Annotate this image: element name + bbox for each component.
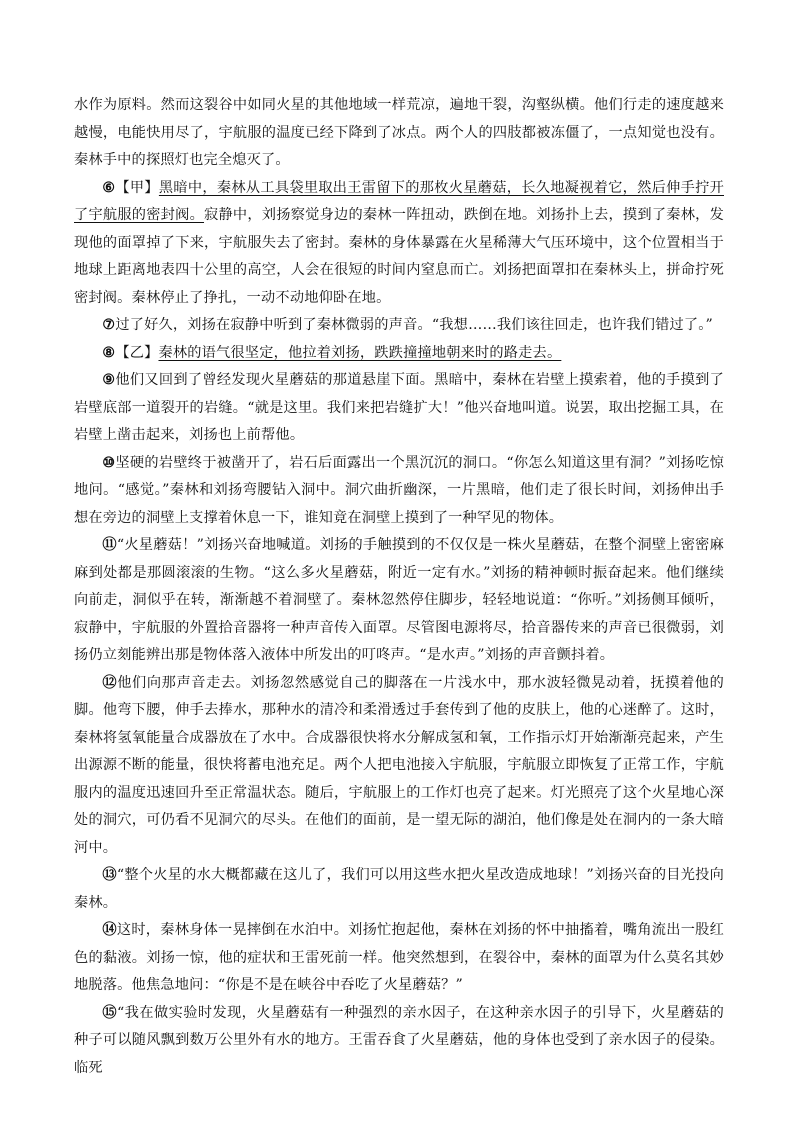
underlined-passage-jia: 黑暗中，秦林从工具袋里取出王雷留下的那枚火星蘑菇，长久地凝视着它，然后伸手拧开了宇航服的密封阀。 — [74, 179, 724, 223]
paragraph-number: ⑬ — [102, 867, 117, 883]
paragraph-text: 这时，秦林身体一晃摔倒在水泊中。刘扬忙抱起他，秦林在刘扬的怀中抽搐着，嘴角流出一股红色的黏液。刘扬一惊，他的症状和王雷死前一样。他突然想到，在裂谷中，秦林的面罩为什么莫名其妙地脱落。他焦急地问：“你是不是在峡谷中吞吃了火星蘑菇？” — [74, 922, 725, 993]
paragraph-number: ⑧ — [102, 344, 116, 361]
paragraph-text: 坚硬的岩壁终于被凿开了，岩石后面露出一个黑沉沉的洞口。“你怎么知道这里有洞？”刘扬吃惊地问。“感觉。”秦林和刘扬弯腰钻入洞中。洞穴曲折幽深，一片黑暗，他们走了很长时间，刘扬伸出手想在旁边的洞壁上支撑着休息一下，谁知竟在洞壁上摸到了一种罕见的物体。 — [74, 454, 725, 526]
paragraph-number: ⑩ — [102, 454, 116, 471]
paragraph-number: ⑫ — [102, 674, 118, 691]
paragraph-number: ⑭ — [102, 922, 117, 938]
paragraph-text: “我在做实验时发现，火星蘑菇有一种强烈的亲水因子，在这种亲水因子的引导下，火星蘑菇的种子可以随风飘到数万公里外有水的地方。王雷吞食了火星蘑菇，他的身体也受到了亲水因子的侵染。临死 — [74, 1004, 724, 1076]
paragraph-7 — [74, 312, 724, 340]
paragraph-text: 他们又回到了曾经发现火星蘑菇的那道悬崖下面。黑暗中，秦林在岩壁上摸索着，他的手摸到了岩壁底部一道裂开的岩缝。“就是这里。我们来把岩缝扩大！”他兴奋地叫道。说罢，取出挖掘工具，在岩壁上凿击起来，刘扬也上前帮他。 — [74, 372, 725, 443]
paragraph-text: 过了好久，刘扬在寂静中听到了秦林微弱的声音。“我想……我们该往回走，也许我们错过了。” — [115, 317, 714, 333]
section-tag-jia: 【甲】 — [115, 179, 159, 196]
section-tag-yi: 【乙】 — [115, 344, 159, 361]
paragraph-11 — [74, 532, 724, 670]
paragraph-text: 水作为原料。然而这裂谷中如同火星的其他地域一样荒凉，遍地干裂，沟壑纵横。他们行走的速度越来越慢，电能快用尽了，宇航服的温度已经下降到了冰点。两个人的四肢都被冻僵了，一点知觉也没有。秦林手中的探照灯也完全熄灭了。 — [74, 97, 724, 168]
paragraph-9 — [74, 367, 724, 450]
paragraph-text: 他们向那声音走去。刘扬忽然感觉自己的脚落在一片浅水中，那水波轻微晃动着，抚摸着他的脚。他弯下腰，伸手去捧水，那种水的清冷和柔滑透过手套传到了他的皮肤上，他的心迷醉了。这时，秦林将氢氧能量合成器放在了水中。合成器很快将水分解成氢和氧，工作指示灯开始渐渐亮起来，产生出源源不断的能量，很快将蓄电池充足。两个人把电池接入宇航服，宇航服立即恢复了正常工作，宇航服内的温度迅速回升至正常温状态。随后，宇航服上的工作灯也亮了起来。灯光照亮了这个火星地心深处的洞穴，可仍看不见洞穴的尽头。在他们的面前，是一望无际的湖泊，他们像是处在洞内的一条大暗河中。 — [74, 674, 724, 856]
paragraph-number: ⑥ — [102, 179, 116, 196]
paragraph-14 — [74, 917, 724, 1000]
paragraph-number: ⑦ — [102, 317, 116, 333]
paragraph-number: ⑮ — [102, 1004, 118, 1021]
document-body — [74, 92, 724, 1082]
paragraph-text: “整个火星的水大概都藏在这儿了，我们可以用这些水把火星改造成地球！”刘扬兴奋的目光投向秦林。 — [74, 867, 725, 911]
underlined-passage-yi: 秦林的语气很坚定，他拉着刘扬，跌跌撞撞地朝来时的路走去。 — [158, 344, 562, 361]
paragraph-15 — [74, 1000, 724, 1083]
paragraph-13 — [74, 862, 724, 917]
paragraph-text: “火星蘑菇！”刘扬兴奋地喊道。刘扬的手触摸到的不仅仅是一株火星蘑菇，在整个洞壁上密密麻麻到处都是那圆滚滚的生物。“这么多火星蘑菇，附近一定有水。”刘扬的精神顿时振奋起来。他们继续向前走，洞似乎在转，渐渐越不着洞壁了。秦林忽然停住脚步，轻轻地说道：“你听。”刘扬侧耳倾听，寂静中，宇航服的外置拾音器将一种声音传入面罩。尽管图电源将尽，拾音器传来的声音已很微弱，刘扬仍立刻能辨出那是物体落入液体中所发出的叮咚声。“是水声。”刘扬的声音颤抖着。 — [74, 537, 725, 663]
paragraph-number: ⑪ — [102, 537, 117, 553]
paragraph-12 — [74, 670, 724, 863]
paragraph-number: ⑨ — [102, 372, 116, 388]
paragraph-6 — [74, 175, 724, 313]
paragraph-continuation — [74, 92, 724, 175]
paragraph-10 — [74, 450, 724, 533]
paragraph-8 — [74, 340, 724, 368]
paragraph-text: 寂静中，刘扬察觉身边的秦林一阵扭动，跌倒在地。刘扬扑上去，摸到了秦林，发现他的面罩掉了下来，宇航服失去了密封。秦林的身体暴露在火星稀薄大气压环境中，这个位置相当于地球上距离地表四十公里的高空，人会在很短的时间内窒息而亡。刘扬把面罩扣在秦林头上，拼命拧死密封阀。秦林停止了挣扎，一动不动地仰卧在地。 — [74, 207, 724, 306]
